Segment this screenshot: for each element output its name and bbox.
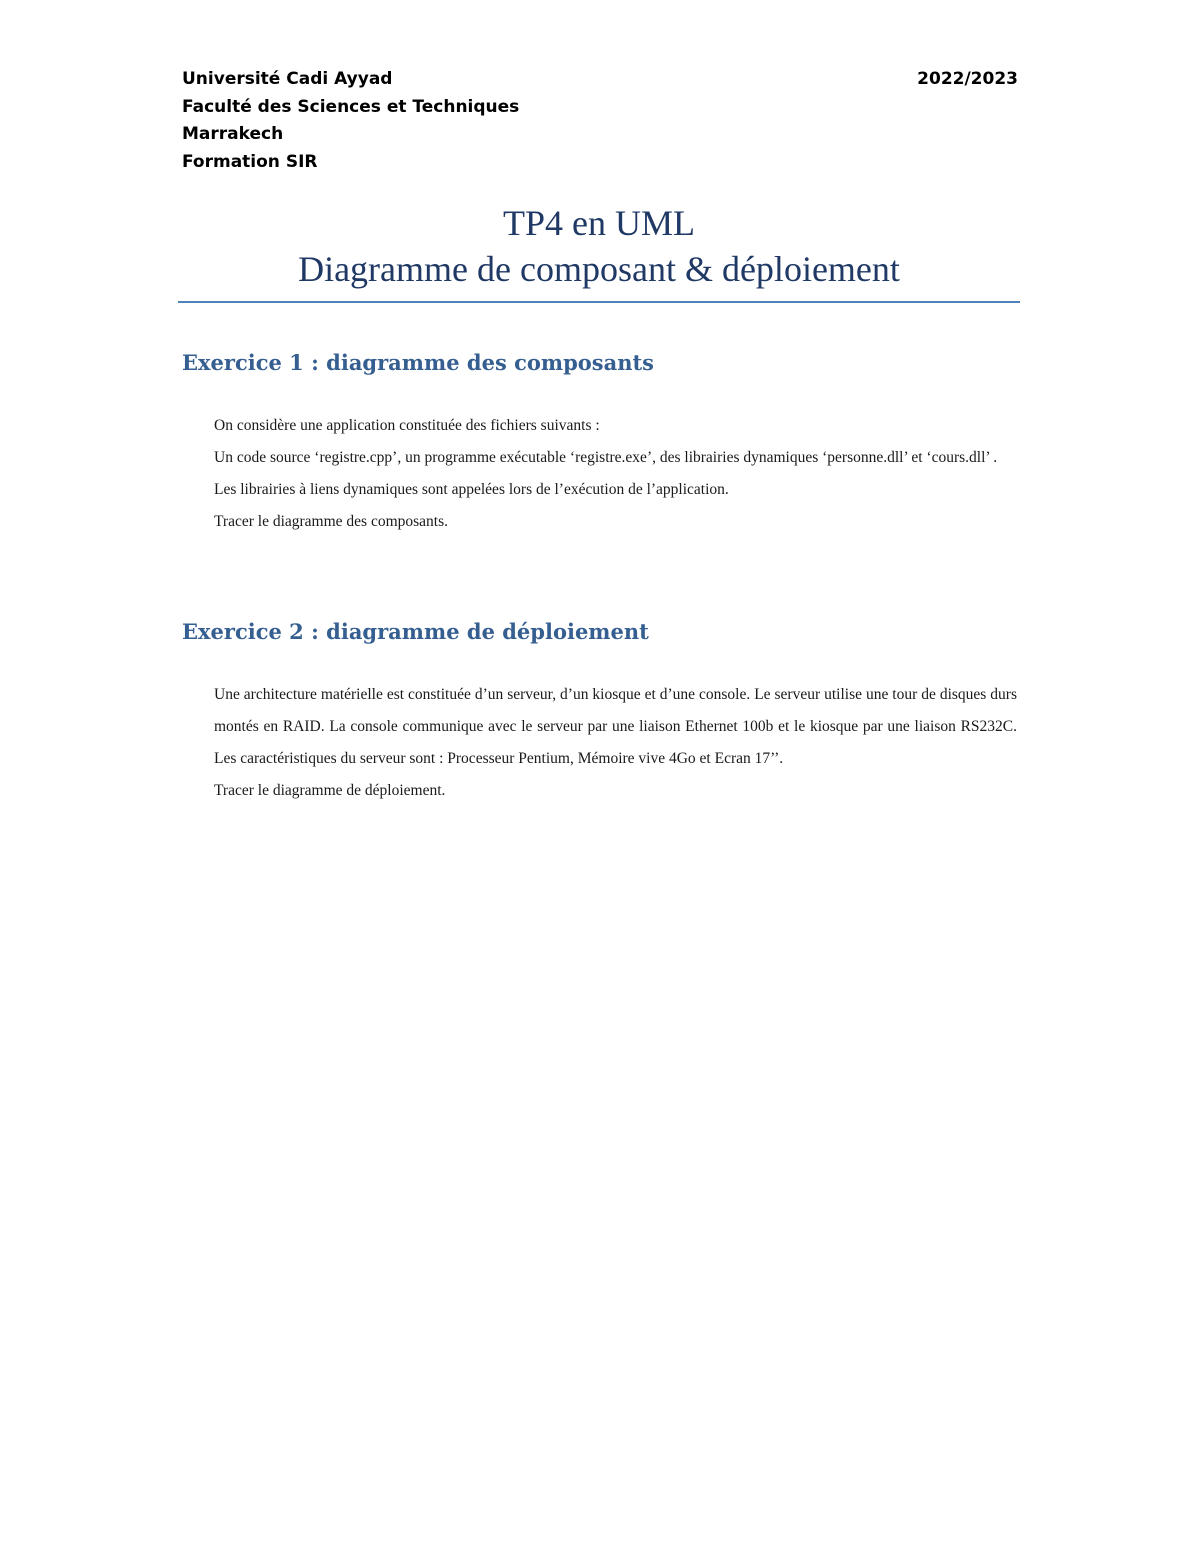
document-header — [182, 66, 1018, 176]
exercise-1-heading: Exercice 1 : diagramme des composants — [182, 350, 654, 375]
formation-name: Formation SIR — [182, 151, 318, 172]
exercise-2-paragraph: Tracer le diagramme de déploiement. — [214, 782, 446, 799]
city-name: Marrakech — [182, 124, 284, 144]
exercise-1-paragraph: Tracer le diagramme des composants. — [214, 513, 449, 530]
faculty-name: Faculté des Sciences et Techniques — [182, 96, 520, 117]
exercise-2-body — [214, 679, 1017, 807]
exercise-2-paragraph: Une architecture matérielle est constituée d’un serveur, d’un kiosque et d’une console. Le serveur utilise une tour de disques durs montés en RAID. La console communique avec le serveur par une liaison Ethernet 100b et le kiosque par une liaison RS232C. Les caractéristiques du serveur sont : Processeur Pentium, Mémoire vive 4Go et Ecran 17’’. — [214, 686, 1017, 767]
document-title — [178, 200, 1020, 292]
university-name: Université Cadi Ayyad — [182, 69, 393, 89]
exercise-2-heading: Exercice 2 : diagramme de déploiement — [182, 619, 649, 644]
exercise-1-body — [214, 410, 1017, 538]
title-line-1: TP4 en UML — [503, 203, 695, 243]
title-line-2: Diagramme de composant & déploiement — [298, 249, 900, 289]
exercise-1-paragraph: On considère une application constituée des fichiers suivants : — [214, 417, 600, 434]
academic-year: 2022/2023 — [917, 69, 1018, 89]
exercise-1-paragraph: Un code source ‘registre.cpp’, un programme exécutable ‘registre.exe’, des librairies dynamiques ‘personne.dll’ et ‘cours.dll’ . — [214, 449, 998, 466]
exercise-1-paragraph: Les librairies à liens dynamiques sont appelées lors de l’exécution de l’application. — [214, 481, 729, 498]
title-divider — [178, 301, 1020, 303]
